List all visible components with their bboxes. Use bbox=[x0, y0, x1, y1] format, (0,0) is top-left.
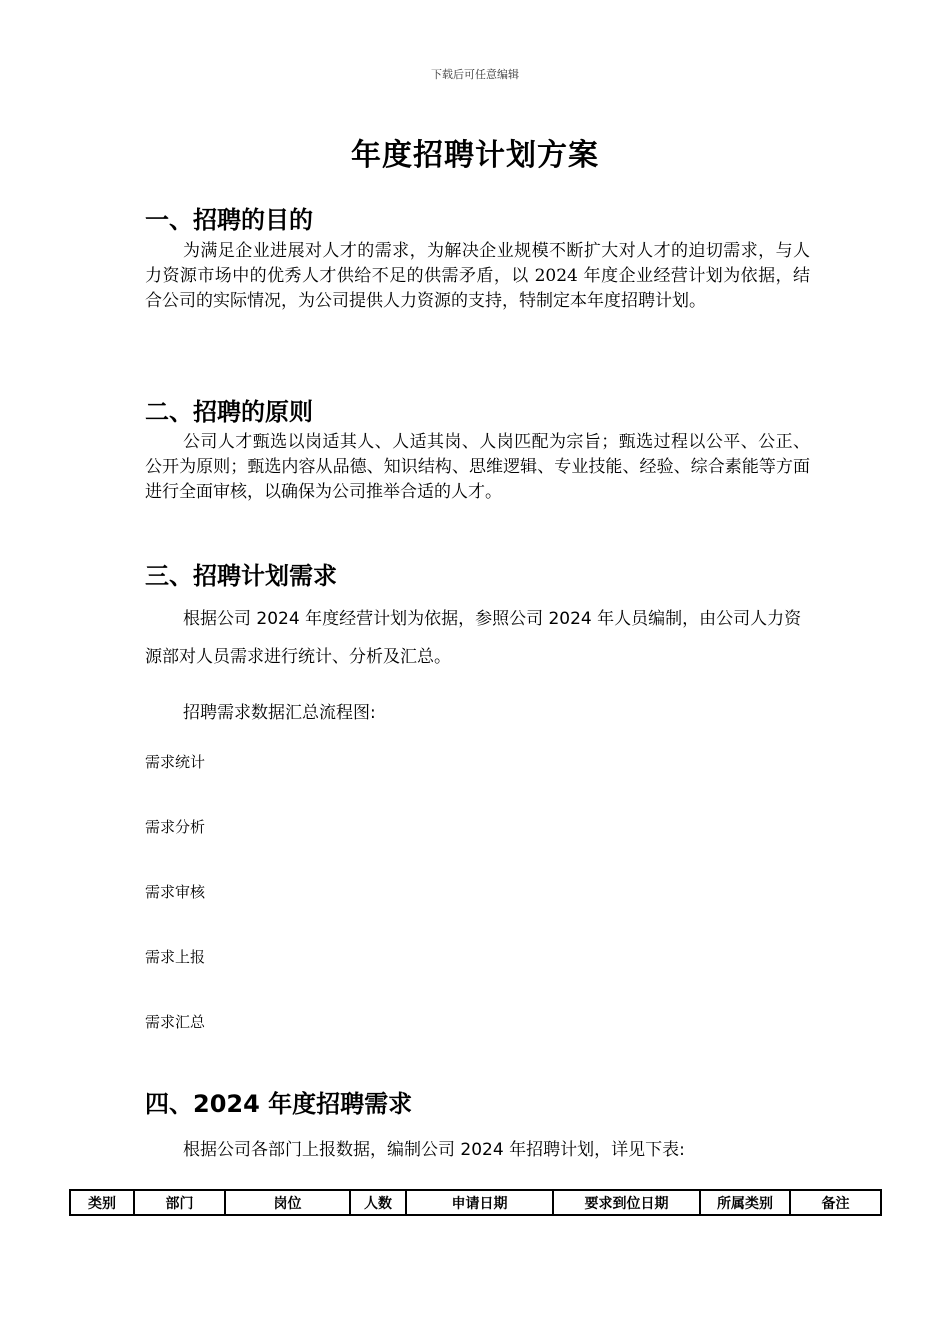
recruitment-plan-table bbox=[69, 1189, 882, 1216]
flowchart-label: 招聘需求数据汇总流程图: bbox=[183, 703, 376, 723]
flow-step-statistics: 需求统计 bbox=[145, 753, 206, 771]
document-title: 年度招聘计划方案 bbox=[351, 138, 599, 173]
table-header-remarks: 备注 bbox=[790, 1190, 881, 1215]
section-body-purpose: 为满足企业进展对人才的需求，为解决企业规模不断扩大对人才的迫切需求，与人力资源市场中的优秀人才供给不足的供需矛盾，以 2024 年度企业经营计划为依据，结合公司的实际情况，为公司提供人力资源的支持，特制定本年度招聘计划。 bbox=[145, 241, 810, 311]
section-body-2024-demand: 根据公司各部门上报数据，编制公司 2024 年招聘计划，详见下表: bbox=[183, 1140, 685, 1160]
table-header-department: 部门 bbox=[134, 1190, 225, 1215]
flow-step-summary: 需求汇总 bbox=[145, 1013, 206, 1031]
page-header-note: 下载后可任意编辑 bbox=[431, 68, 519, 81]
table-header-apply-date: 申请日期 bbox=[406, 1190, 553, 1215]
section-body-principles: 公司人才甄选以岗适其人、人适其岗、人岗匹配为宗旨；甄选过程以公平、公正、公开为原则；甄选内容从品德、知识结构、思维逻辑、专业技能、经验、综合素能等方面进行全面审核，以确保为公司推举合适的人才。 bbox=[145, 432, 810, 502]
table-header-row bbox=[70, 1190, 881, 1215]
flow-step-report: 需求上报 bbox=[145, 948, 206, 966]
section-heading-2024-demand: 四、2024 年度招聘需求 bbox=[145, 1090, 413, 1118]
table-header-position: 岗位 bbox=[225, 1190, 350, 1215]
section-heading-demand: 三、招聘计划需求 bbox=[145, 562, 337, 590]
flow-step-analysis: 需求分析 bbox=[145, 818, 206, 836]
table-header-headcount: 人数 bbox=[350, 1190, 406, 1215]
table-header-category: 类别 bbox=[70, 1190, 134, 1215]
table-header-type: 所属类别 bbox=[700, 1190, 790, 1215]
section-heading-purpose: 一、招聘的目的 bbox=[145, 206, 313, 234]
flow-step-review: 需求审核 bbox=[145, 883, 206, 901]
table-header-required-date: 要求到位日期 bbox=[553, 1190, 700, 1215]
section-heading-principles: 二、招聘的原则 bbox=[145, 398, 313, 426]
section-body-demand: 根据公司 2024 年度经营计划为依据，参照公司 2024 年人员编制，由公司人力资源部对人员需求进行统计、分析及汇总。 bbox=[145, 609, 802, 667]
